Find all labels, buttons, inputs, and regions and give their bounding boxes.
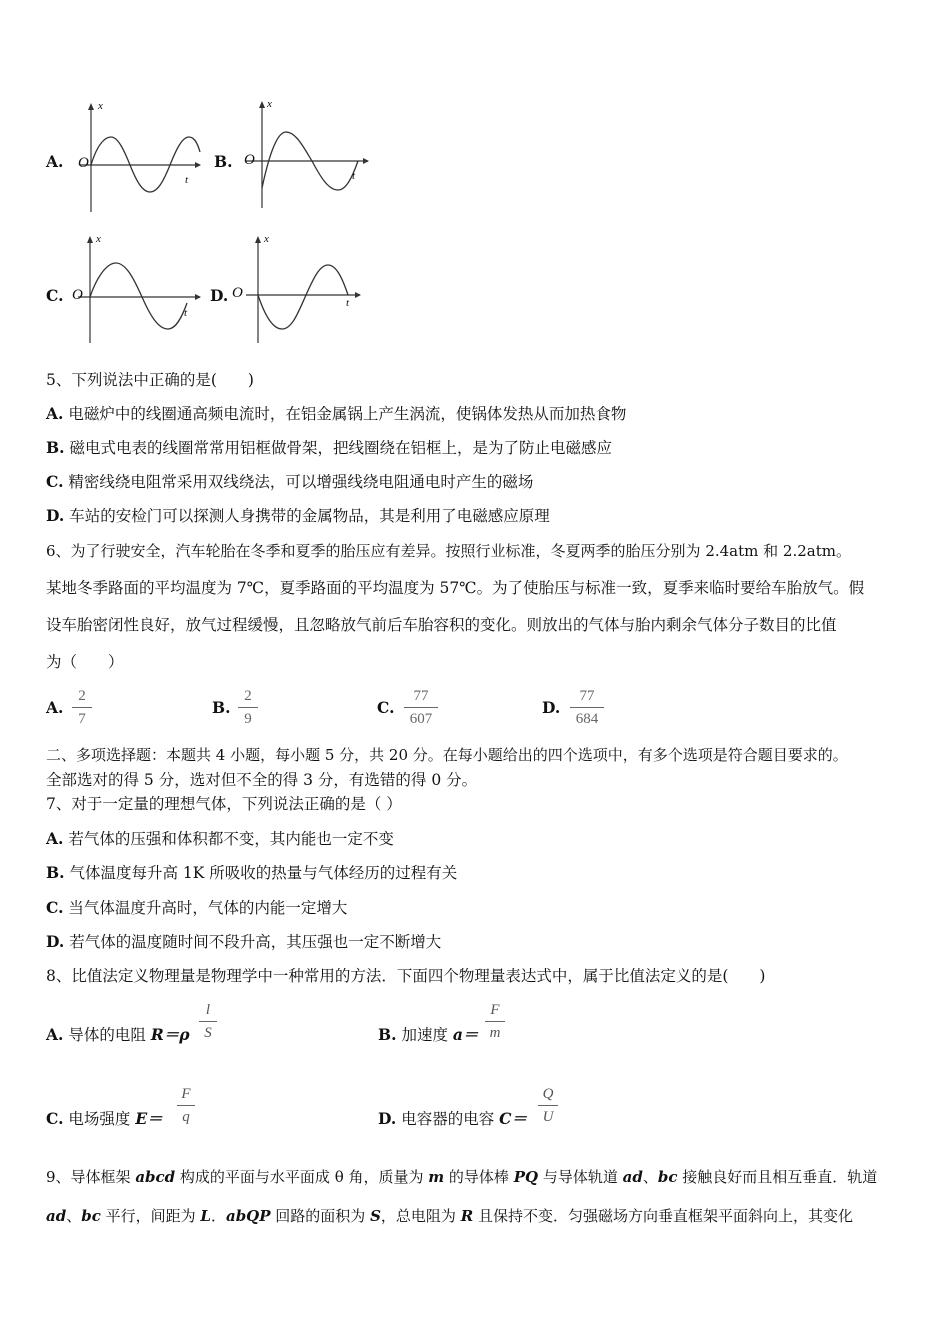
option-b: B. 加速度 a＝ bbox=[378, 1025, 479, 1044]
fraction-f-over-q: F q bbox=[177, 1084, 195, 1127]
question-stem-line: 设车胎密闭性良好，放气过程缓慢，且忽略放气前后车胎容积的变化。则放出的气体与胎内剩余气体分子数目的比值 bbox=[46, 616, 837, 634]
fraction-f-over-m: F m bbox=[485, 1000, 505, 1043]
option-a: A. 导体的电阻 R＝ρ bbox=[46, 1025, 190, 1044]
sine-graph-b bbox=[240, 98, 370, 213]
option-label: C. bbox=[46, 286, 64, 305]
section-instruction: 全部选对的得 5 分，选对但不全的得 3 分，有选错的得 0 分。 bbox=[46, 771, 478, 789]
option-c: C. 电场强度 E＝ bbox=[46, 1109, 163, 1128]
option-label: A. bbox=[46, 698, 64, 717]
option-d: D. 若气体的温度随时间不段升高，其压强也一定不断增大 bbox=[46, 932, 442, 951]
option-a: A. 若气体的压强和体积都不变，其内能也一定不变 bbox=[46, 829, 394, 848]
option-label: B. bbox=[212, 698, 231, 717]
option-d: D. 车站的安检门可以探测人身携带的金属物品，其是利用了电磁感应原理 bbox=[46, 506, 550, 525]
fraction-d: 77 684 bbox=[570, 686, 604, 729]
option-label: C. bbox=[377, 698, 395, 717]
graph-c: x O t bbox=[72, 233, 202, 352]
option-c: C. 精密线绕电阻常采用双线绕法，可以增强线绕电阻通电时产生的磁场 bbox=[46, 472, 534, 491]
question-stem-line: 为（ ） bbox=[46, 653, 124, 671]
question-stem: 7、对于一定量的理想气体，下列说法正确的是（ ） bbox=[46, 795, 402, 813]
option-b: B. 气体温度每升高 1K 所吸收的热量与气体经历的过程有关 bbox=[46, 863, 458, 882]
sine-graph-a bbox=[72, 100, 202, 215]
question-stem-line: ad、bc 平行，间距为 L．abQP 回路的面积为 S，总电阻为 R 且保持不变．匀强磁场方向垂直框架平面斜向上，其变化 bbox=[46, 1207, 853, 1225]
option-label: A. bbox=[46, 152, 64, 171]
option-label: D. bbox=[210, 286, 229, 305]
question-stem: 8、比值法定义物理量是物理学中一种常用的方法．下面四个物理量表达式中，属于比值法定义的是( ) bbox=[46, 967, 766, 985]
graph-b: x O t bbox=[240, 98, 370, 217]
fraction-c: 77 607 bbox=[404, 686, 438, 729]
graph-a: x O t bbox=[72, 100, 202, 219]
fraction-l-over-s: l S bbox=[199, 1000, 217, 1043]
question-stem-line: 某地冬季路面的平均温度为 7℃，夏季路面的平均温度为 57℃。为了使胎压与标准一致，夏季来临时要给车胎放气。假 bbox=[46, 579, 865, 597]
sine-graph-c bbox=[72, 233, 202, 348]
question-stem-line: 6、为了行驶安全，汽车轮胎在冬季和夏季的胎压应有差异。按照行业标准，冬夏两季的胎压分别为 2.4atm 和 2.2atm。 bbox=[46, 542, 851, 560]
fraction-b: 2 9 bbox=[238, 686, 258, 729]
option-label: B. bbox=[214, 152, 233, 171]
graph-d: x O t bbox=[240, 233, 370, 352]
option-d: D. 电容器的电容 C＝ bbox=[378, 1109, 528, 1128]
option-a: A. 电磁炉中的线圈通高频电流时，在铝金属锅上产生涡流，使锅体发热从而加热食物 bbox=[46, 404, 627, 423]
option-label: D. bbox=[542, 698, 561, 717]
fraction-a: 2 7 bbox=[72, 686, 92, 729]
option-b: B. 磁电式电表的线圈常常用铝框做骨架，把线圈绕在铝框上，是为了防止电磁感应 bbox=[46, 438, 612, 457]
section-instruction: 二、多项选择题：本题共 4 小题，每小题 5 分，共 20 分。在每小题给出的四个选项中，有多个选项是符合题目要求的。 bbox=[46, 746, 848, 764]
option-c: C. 当气体温度升高时，气体的内能一定增大 bbox=[46, 898, 348, 917]
question-stem-line: 9、导体框架 abcd 构成的平面与水平面成 θ 角，质量为 m 的导体棒 PQ 与导体轨道 ad、bc 接触良好而且相互垂直．轨道 bbox=[46, 1168, 878, 1186]
question-stem: 5、下列说法中正确的是( ) bbox=[46, 371, 254, 389]
sine-graph-d bbox=[240, 233, 370, 348]
fraction-q-over-u: Q U bbox=[538, 1084, 558, 1127]
